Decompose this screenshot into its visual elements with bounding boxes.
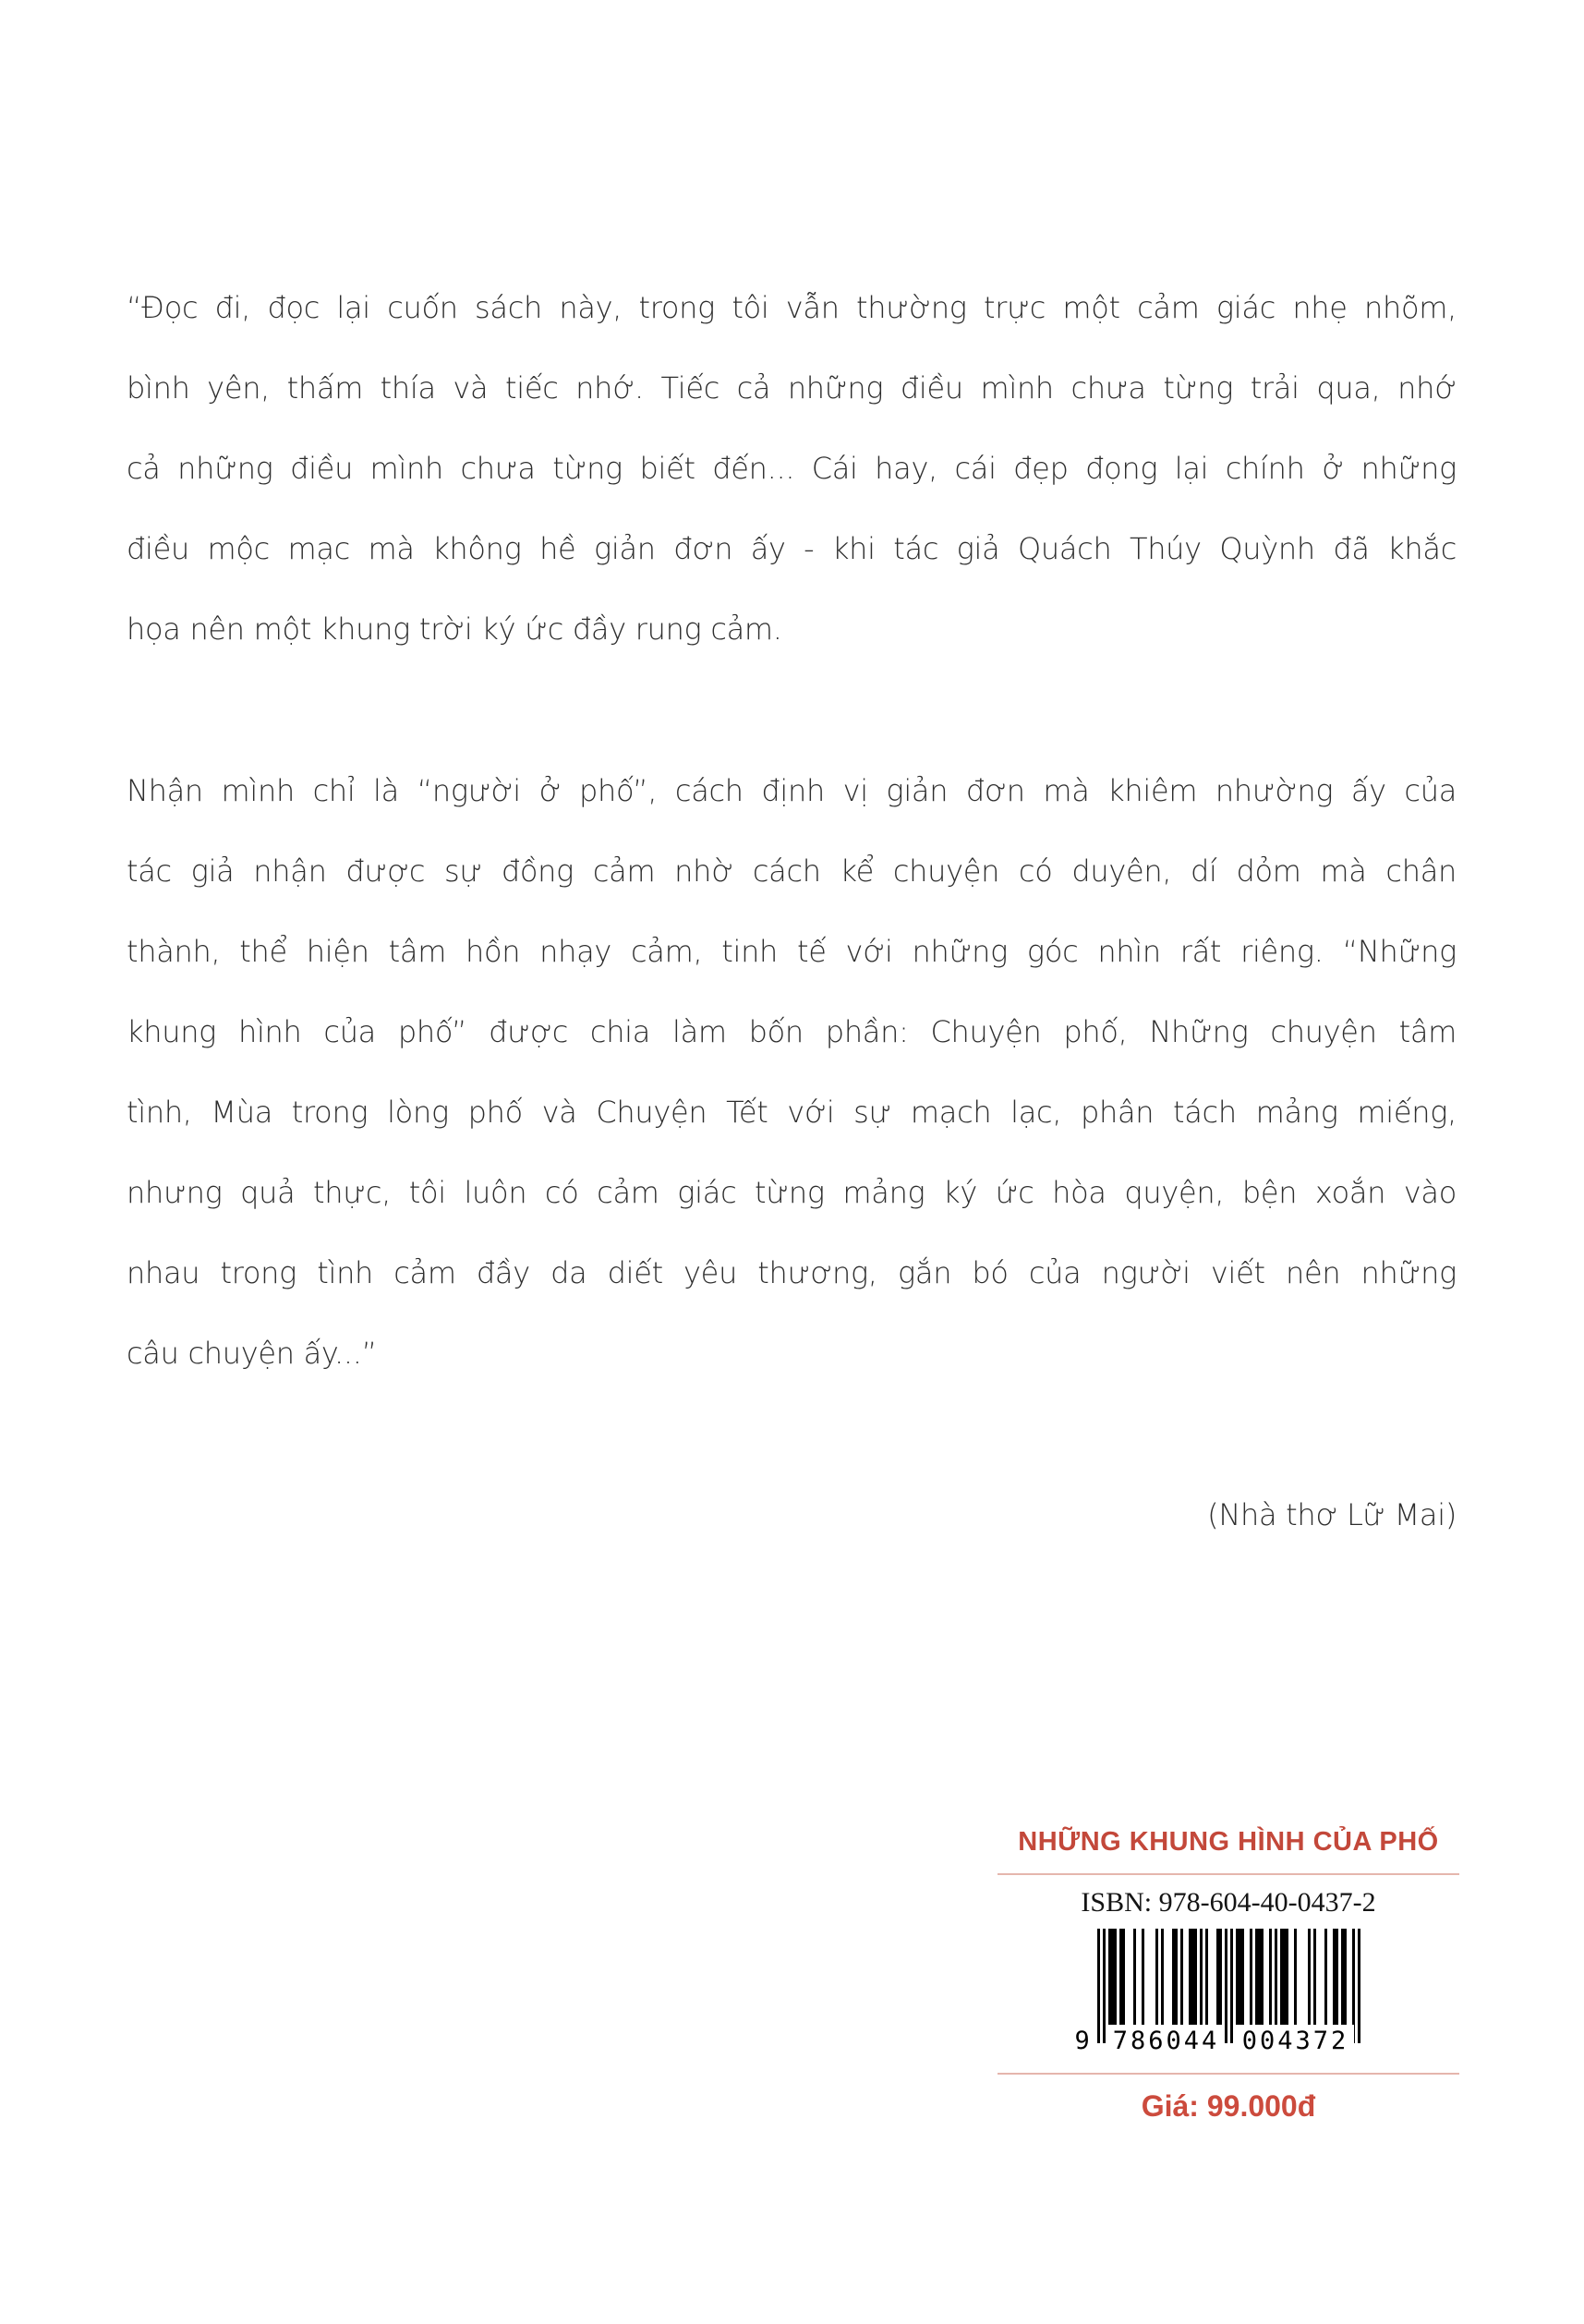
quote-attribution: (Nhà thơ Lữ Mai) [1207, 1497, 1457, 1532]
publishing-info-block [998, 1823, 1459, 2124]
quote-line: nhưng quả thực, tôi luôn có cảm giác từng mảng ký ức hòa quyện, bện xoắn vào [127, 1175, 1457, 1210]
book-title: NHỮNG KHUNG HÌNH CỦA PHỐ [1018, 1827, 1439, 1857]
quote-line: bình yên, thấm thía và tiếc nhớ. Tiếc cả những điều mình chưa từng trải qua, nhớ [127, 370, 1457, 405]
quote-paragraph-2 [127, 751, 1457, 1394]
quote-line: Nhận mình chỉ là “người ở phố”, cách định vị giản đơn mà khiêm nhường ấy của [127, 773, 1457, 808]
barcode-digits-left: 786044 [1108, 2025, 1225, 2058]
barcode-digits-right: 004372 [1238, 2025, 1354, 2058]
quote-line: tình, Mùa trong lòng phố và Chuyện Tết với sự mạch lạc, phân tách mảng miếng, [127, 1095, 1457, 1130]
quote-line: thành, thể hiện tâm hồn nhạy cảm, tinh tế với những góc nhìn rất riêng. “Những [127, 934, 1457, 969]
quote-line: câu chuyện ấy...” [127, 1336, 377, 1371]
quote-line: họa nên một khung trời ký ức đầy rung cảm. [127, 611, 782, 647]
barcode-digits [1074, 2025, 1360, 2058]
divider-line [998, 2073, 1459, 2075]
divider-line [998, 1873, 1459, 1875]
price-label: Giá: 99.000đ [1141, 2089, 1316, 2123]
quote-line: tác giả nhận được sự đồng cảm nhờ cách kể chuyện có duyên, dí dỏm mà chân [127, 853, 1457, 889]
quote-line: điều mộc mạc mà không hề giản đơn ấy - khi tác giả Quách Thúy Quỳnh đã khắc [127, 531, 1457, 566]
quote-line: nhau trong tình cảm đầy da diết yêu thương, gắn bó của người viết nên những [127, 1255, 1457, 1290]
quote-line: cả những điều mình chưa từng biết đến... Cái hay, cái đẹp đọng lại chính ở những [127, 451, 1457, 486]
review-quote-block [127, 268, 1457, 1555]
isbn-label: ISBN: 978-604-40-0437-2 [1081, 1887, 1376, 1918]
ean13-barcode [1074, 1929, 1360, 2060]
quote-line: khung hình của phố” được chia làm bốn phần: Chuyện phố, Những chuyện tâm [127, 1014, 1457, 1049]
quote-paragraph-1 [127, 268, 1457, 670]
barcode-digit-first: 9 [1074, 2027, 1090, 2055]
quote-line: “Đọc đi, đọc lại cuốn sách này, trong tôi vẫn thường trực một cảm giác nhẹ nhõm, [127, 290, 1457, 325]
